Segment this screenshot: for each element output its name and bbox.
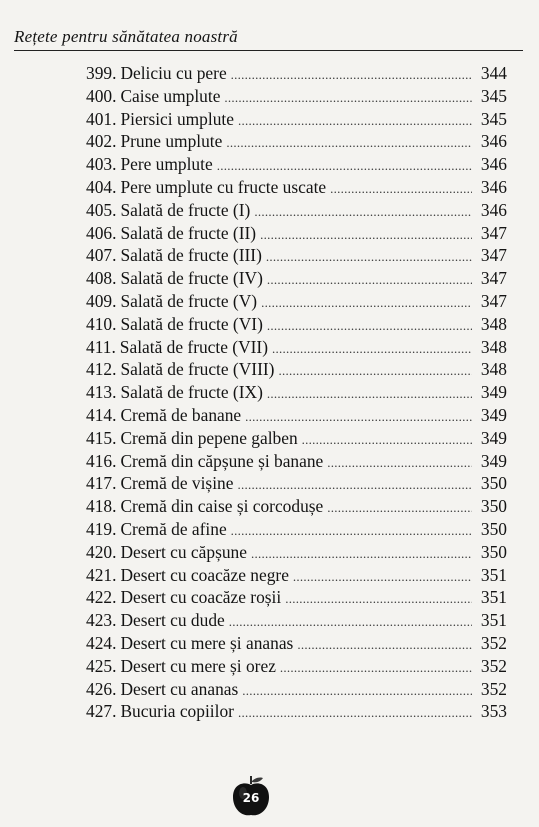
toc-entry	[86, 108, 507, 131]
entry-page: 345	[480, 108, 507, 129]
toc-entry	[86, 472, 507, 495]
entry-number: 400.	[86, 85, 117, 106]
entry-number: 427.	[86, 701, 117, 722]
dot-leader	[266, 246, 472, 269]
entry-number: 407.	[86, 245, 117, 266]
entry-title: Desert cu căpșune	[120, 541, 247, 562]
page-number: 26	[242, 791, 260, 805]
dot-leader	[260, 224, 472, 247]
entry-page: 350	[480, 496, 507, 517]
toc-entry	[86, 62, 507, 85]
entry-title: Cremă de afine	[120, 518, 227, 539]
entry-number: 410.	[86, 313, 117, 334]
entry-page: 350	[480, 473, 507, 494]
dot-leader	[229, 611, 472, 634]
entry-title: Prune umplute	[120, 131, 223, 152]
entry-page: 347	[480, 222, 507, 243]
dot-leader	[242, 680, 472, 703]
toc-entry	[86, 450, 507, 473]
entry-title: Caise umplute	[120, 85, 221, 106]
entry-number: 416.	[86, 450, 117, 471]
entry-page: 352	[480, 655, 507, 676]
entry-number: 409.	[86, 290, 117, 311]
entry-number: 417.	[86, 473, 117, 494]
page-number-badge	[230, 772, 272, 818]
entry-title: Cremă de vișine	[120, 473, 234, 494]
entry-number: 418.	[86, 496, 117, 517]
toc-entry	[86, 199, 507, 222]
entry-title: Desert cu mere și ananas	[120, 632, 294, 653]
entry-page: 352	[480, 632, 507, 653]
toc-entry	[86, 336, 507, 359]
dot-leader	[254, 201, 472, 224]
dot-leader	[224, 87, 472, 110]
entry-page: 351	[480, 564, 507, 585]
toc-entry	[86, 518, 507, 541]
entry-number: 401.	[86, 108, 117, 129]
dot-leader	[330, 178, 472, 201]
toc-entry	[86, 153, 507, 176]
entry-page: 349	[480, 427, 507, 448]
toc-entry	[86, 700, 507, 723]
entry-number: 415.	[86, 427, 117, 448]
dot-leader	[297, 634, 472, 657]
entry-number: 411.	[86, 336, 116, 357]
entry-title: Cremă din caise și corcodușe	[120, 496, 324, 517]
toc-entry	[86, 632, 507, 655]
entry-title: Piersici umplute	[120, 108, 234, 129]
entry-title: Desert cu coacăze roșii	[120, 587, 282, 608]
entry-title: Pere umplute	[120, 154, 213, 175]
entry-number: 422.	[86, 587, 117, 608]
entry-title: Cremă de banane	[120, 404, 242, 425]
entry-number: 423.	[86, 610, 117, 631]
entry-page: 347	[480, 245, 507, 266]
entry-number: 414.	[86, 404, 117, 425]
entry-number: 421.	[86, 564, 117, 585]
entry-number: 403.	[86, 154, 117, 175]
toc-entry	[86, 609, 507, 632]
entry-title: Cremă din pepene galben	[120, 427, 298, 448]
dot-leader	[280, 657, 472, 680]
dot-leader	[261, 292, 472, 315]
entry-number: 412.	[86, 359, 117, 380]
dot-leader	[327, 497, 472, 520]
dot-leader	[293, 566, 472, 589]
toc-entry	[86, 130, 507, 153]
toc-entry	[86, 313, 507, 336]
entry-page: 344	[480, 63, 507, 83]
toc-entry	[86, 541, 507, 564]
toc-entry	[86, 427, 507, 450]
dot-leader	[231, 64, 472, 87]
entry-title: Salată de fructe (III)	[120, 245, 262, 266]
entry-page: 347	[480, 290, 507, 311]
entry-page: 347	[480, 268, 507, 289]
entry-number: 408.	[86, 268, 117, 289]
entry-title: Deliciu cu pere	[120, 63, 227, 83]
dot-leader	[327, 452, 472, 475]
entry-title: Salată de fructe (VII)	[119, 336, 269, 357]
entry-number: 424.	[86, 632, 117, 653]
entry-title: Bucuria copiilor	[120, 701, 234, 722]
dot-leader	[238, 110, 472, 133]
dot-leader	[285, 588, 472, 611]
entry-title: Salată de fructe (IX)	[120, 382, 263, 403]
running-header	[14, 27, 523, 51]
entry-page: 350	[480, 541, 507, 562]
dot-leader	[245, 406, 472, 429]
entry-number: 413.	[86, 382, 117, 403]
toc-entry	[86, 495, 507, 518]
entry-number: 419.	[86, 518, 117, 539]
entry-number: 420.	[86, 541, 117, 562]
toc-entry	[86, 586, 507, 609]
entry-page: 346	[480, 199, 507, 220]
toc-entry	[86, 655, 507, 678]
toc-entry	[86, 176, 507, 199]
entry-page: 349	[480, 404, 507, 425]
entry-title: Desert cu ananas	[120, 678, 239, 699]
entry-page: 348	[480, 359, 507, 380]
entry-title: Salată de fructe (VI)	[120, 313, 263, 334]
entry-page: 346	[480, 131, 507, 152]
entry-title: Desert cu mere și orez	[120, 655, 276, 676]
entry-page: 345	[480, 85, 507, 106]
entry-page: 352	[480, 678, 507, 699]
dot-leader	[278, 360, 472, 383]
toc-entry	[86, 678, 507, 701]
entry-page: 351	[480, 587, 507, 608]
dot-leader	[226, 132, 472, 155]
dot-leader	[267, 315, 472, 338]
dot-leader	[251, 543, 472, 566]
toc-entry	[86, 222, 507, 245]
toc-entry	[86, 290, 507, 313]
entry-title: Cremă din căpșune și banane	[120, 450, 324, 471]
entry-page: 351	[480, 610, 507, 631]
entry-number: 425.	[86, 655, 117, 676]
entry-title: Desert cu coacăze negre	[120, 564, 289, 585]
entry-title: Salată de fructe (II)	[120, 222, 257, 243]
dot-leader	[238, 702, 472, 725]
entry-page: 353	[480, 701, 507, 722]
entry-title: Desert cu dude	[120, 610, 225, 631]
entry-title: Pere umplute cu fructe uscate	[120, 176, 327, 197]
toc-entry	[86, 85, 507, 108]
entry-page: 346	[480, 154, 507, 175]
entry-title: Salată de fructe (VIII)	[120, 359, 275, 380]
toc-entry	[86, 358, 507, 381]
table-of-contents	[86, 62, 507, 723]
entry-number: 399.	[86, 63, 117, 83]
entry-title: Salată de fructe (IV)	[120, 268, 263, 289]
entry-number: 405.	[86, 199, 117, 220]
entry-number: 404.	[86, 176, 117, 197]
entry-page: 349	[480, 450, 507, 471]
toc-entry	[86, 244, 507, 267]
entry-page: 346	[480, 176, 507, 197]
entry-number: 426.	[86, 678, 117, 699]
entry-page: 348	[480, 336, 507, 357]
entry-page: 349	[480, 382, 507, 403]
entry-page: 350	[480, 518, 507, 539]
toc-entry	[86, 404, 507, 427]
dot-leader	[267, 269, 472, 292]
dot-leader	[267, 383, 472, 406]
dot-leader	[302, 429, 472, 452]
entry-number: 406.	[86, 222, 117, 243]
dot-leader	[237, 474, 472, 497]
entry-title: Salată de fructe (V)	[120, 290, 258, 311]
dot-leader	[272, 338, 472, 361]
dot-leader	[217, 155, 472, 178]
dot-leader	[231, 520, 472, 543]
toc-entry	[86, 564, 507, 587]
entry-number: 402.	[86, 131, 117, 152]
toc-entry	[86, 267, 507, 290]
toc-entry	[86, 381, 507, 404]
book-title: Rețete pentru sănătatea noastră	[14, 27, 238, 46]
entry-title: Salată de fructe (I)	[120, 199, 251, 220]
entry-page: 348	[480, 313, 507, 334]
